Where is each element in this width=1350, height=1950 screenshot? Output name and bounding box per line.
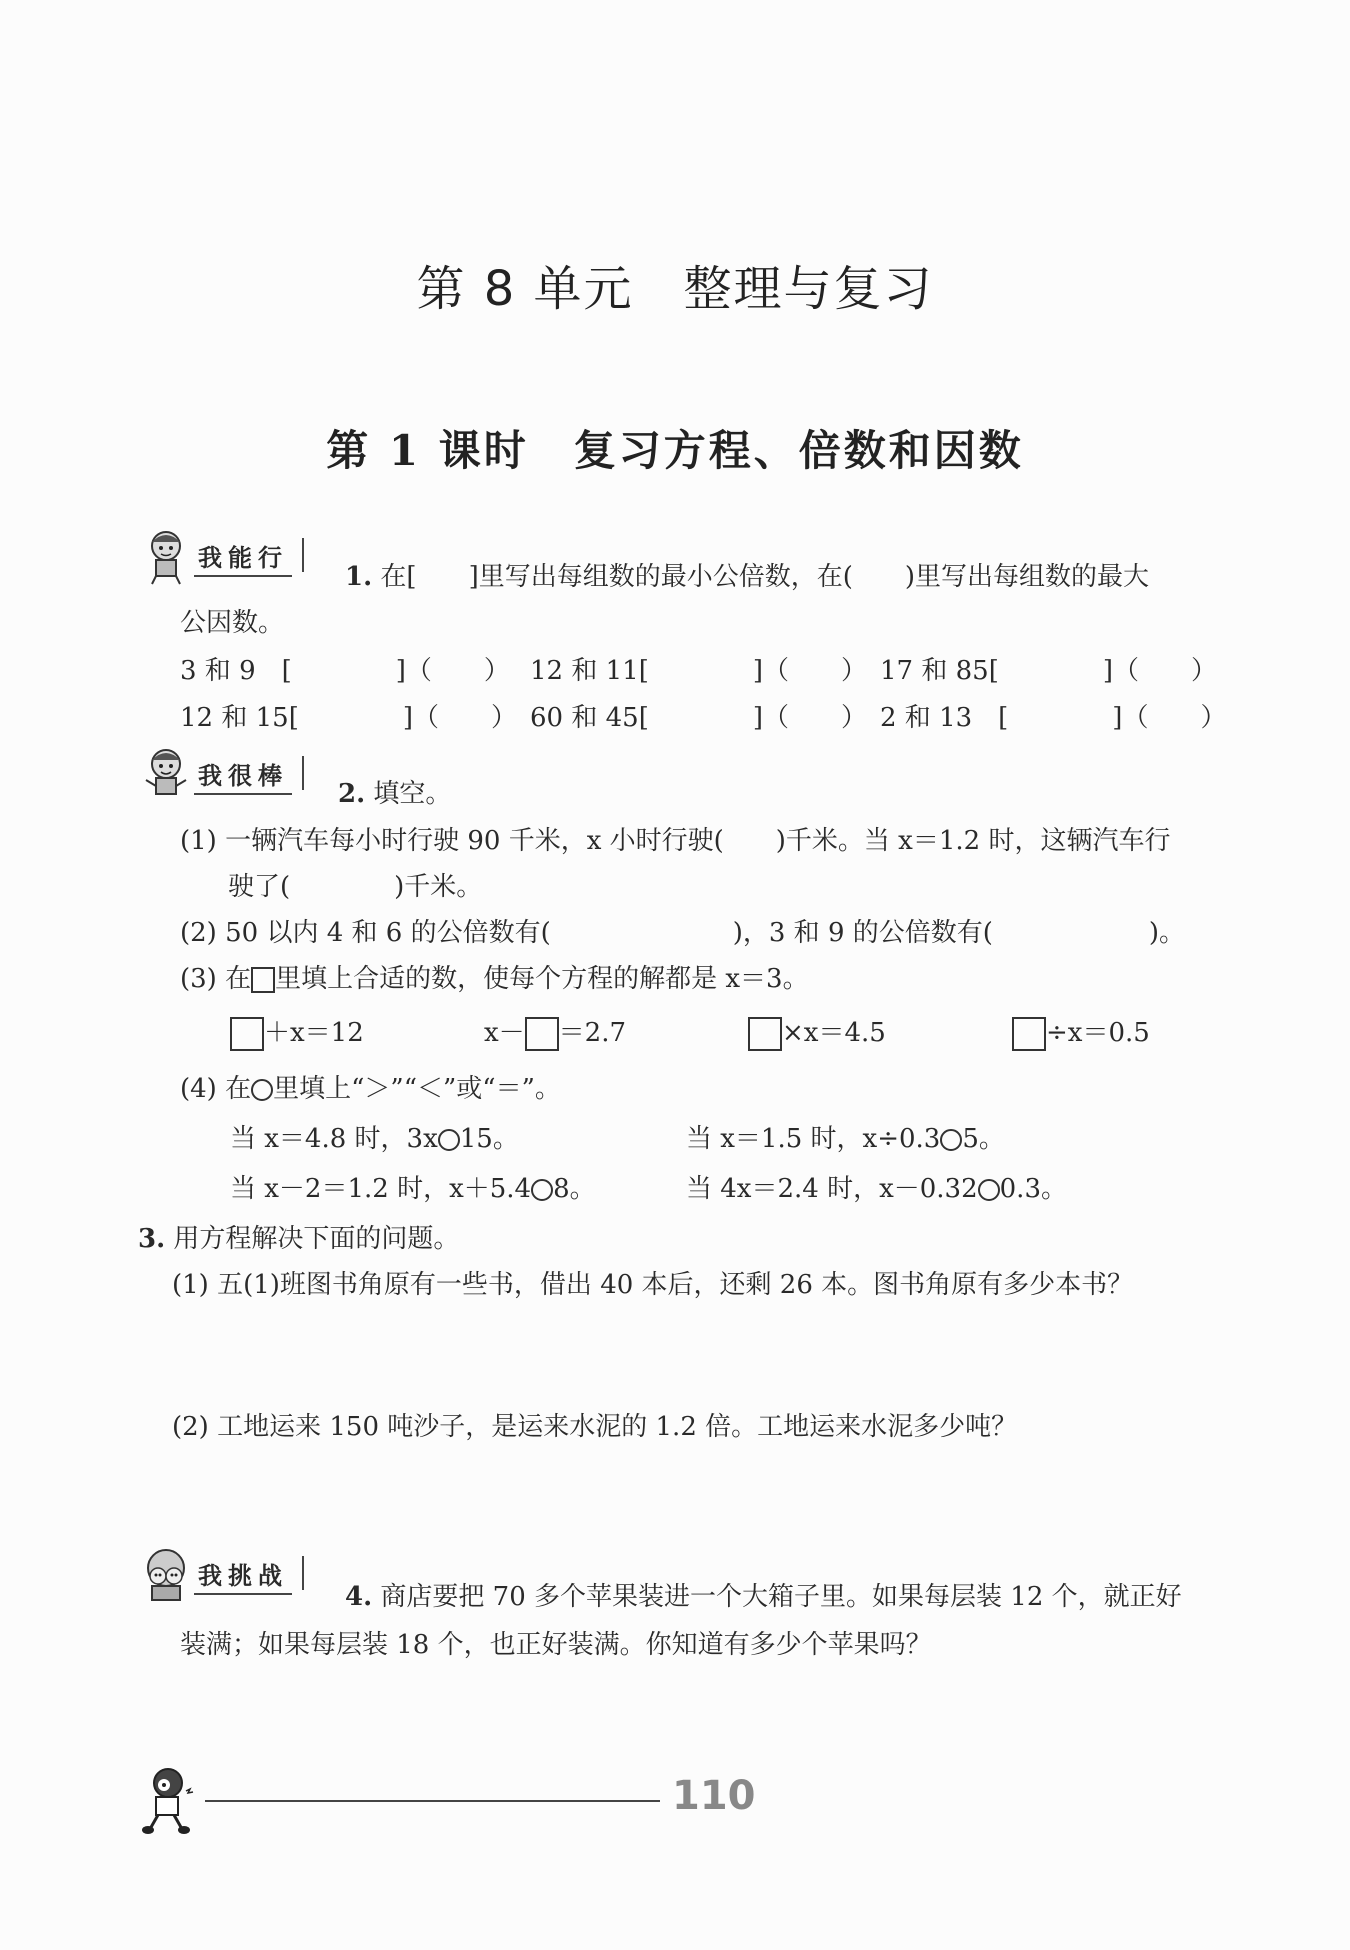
q3-title: 用方程解决下面的问题。 (173, 1224, 460, 1254)
compare-circle-icon (531, 1179, 553, 1201)
answer-box-icon (1012, 1017, 1046, 1051)
q4-line1 (345, 1576, 1182, 1613)
q1-row2-item1: 12 和 15[ ]（ ） (180, 703, 517, 733)
q1-row1-item1: 3 和 9 [ ]（ ） (180, 656, 510, 686)
q4-line2: 装满；如果每层装 18 个，也正好装满。你知道有多少个苹果吗？ (180, 1630, 932, 1660)
compare3-suffix: 8。 (553, 1174, 596, 1204)
q1-row1-item3: 17 和 85[ ]（ ） (880, 656, 1217, 686)
q1-number: 1. (345, 562, 373, 592)
q4-number: 4. (345, 1582, 373, 1612)
q2-eq1 (230, 1012, 364, 1051)
q2-p2: (2) 50 以内 4 和 6 的公倍数有( )，3 和 9 的公倍数有( )。 (180, 918, 1186, 948)
q1-line2: 公因数。 (180, 608, 285, 638)
badge-label: 我能行 (194, 538, 292, 577)
compare-circle-icon (978, 1179, 1000, 1201)
badge-wo-tiao-zhan (142, 1546, 292, 1604)
compare1-suffix: 15。 (459, 1124, 519, 1154)
q2-p3-text: 里填上合适的数，使每个方程的解都是 x＝3。 (275, 964, 809, 994)
running-boy-mascot-icon (140, 1765, 202, 1835)
compare4-suffix: 0.3。 (999, 1174, 1067, 1204)
q2-compare1 (230, 1118, 519, 1155)
q1-line1 (345, 556, 1149, 593)
answer-box-icon (251, 967, 275, 993)
q1-row2-item2: 60 和 45[ ]（ ） (530, 703, 867, 733)
q2-p4-prefix: (4) 在 (180, 1074, 252, 1104)
q1-row1-item2: 12 和 11[ ]（ ） (530, 656, 867, 686)
q1-row2-item3: 2 和 13 [ ]（ ） (880, 703, 1227, 733)
compare4-prefix: 当 4x＝2.4 时，x－0.32 (686, 1174, 978, 1204)
eq4-text: ÷x＝0.5 (1046, 1018, 1150, 1048)
answer-box-icon (748, 1017, 782, 1051)
q3-number: 3. (138, 1224, 166, 1254)
q3-p2: (2) 工地运来 150 吨沙子，是运来水泥的 1.2 倍。工地运来水泥多少吨？ (172, 1412, 1018, 1442)
q2-compare3 (230, 1168, 596, 1205)
badge-label: 我挑战 (194, 1556, 292, 1595)
eq1-text: ＋x＝12 (264, 1018, 364, 1048)
compare2-prefix: 当 x＝1.5 时，x÷0.3 (686, 1124, 941, 1154)
badge-wo-neng-xing (142, 528, 292, 586)
girl-mascot-icon (142, 528, 190, 586)
footer-rule (205, 1800, 660, 1802)
compare1-prefix: 当 x＝4.8 时，3x (230, 1124, 438, 1154)
q2-eq2 (484, 1012, 626, 1051)
q2-p4 (180, 1068, 561, 1105)
compare-circle-icon (251, 1079, 273, 1101)
unit-title: 第 8 单元 整理与复习 (416, 261, 934, 317)
q2-compare4 (686, 1168, 1067, 1205)
q2-p4-text: 里填上“＞”“＜”或“＝”。 (273, 1074, 561, 1104)
page-number: 110 (672, 1773, 756, 1819)
kids-mascot-icon (142, 1546, 190, 1604)
q1-text: 在[ ]里写出每组数的最小公倍数，在( )里写出每组数的最大 (380, 562, 1149, 592)
compare2-suffix: 5。 (962, 1124, 1005, 1154)
badge-wo-hen-bang (142, 746, 292, 804)
lesson-title: 第 1 课时 复习方程、倍数和因数 (326, 426, 1024, 475)
eq2-prefix: x－ (484, 1018, 525, 1048)
compare3-prefix: 当 x－2＝1.2 时，x＋5.4 (230, 1174, 532, 1204)
badge-label: 我很棒 (194, 756, 292, 795)
q4-text: 商店要把 70 多个苹果装进一个大箱子里。如果每层装 12 个，就正好 (380, 1582, 1182, 1612)
q2-number: 2. (338, 779, 366, 809)
q2-title-line (338, 773, 451, 810)
q3-p1: (1) 五(1)班图书角原有一些书，借出 40 本后，还剩 26 本。图书角原有多少本书？ (172, 1270, 1134, 1300)
q3-title-line (138, 1218, 459, 1255)
compare-circle-icon (940, 1129, 962, 1151)
eq2-suffix: ＝2.7 (558, 1018, 627, 1048)
q2-title: 填空。 (373, 779, 452, 809)
girl-mascot-icon (142, 746, 190, 804)
q2-p3-prefix: (3) 在 (180, 964, 252, 994)
compare-circle-icon (438, 1129, 460, 1151)
q2-p3 (180, 958, 809, 995)
answer-box-icon (230, 1017, 264, 1051)
q2-eq4 (1012, 1012, 1150, 1051)
answer-box-icon (525, 1017, 559, 1051)
q2-p1-line1: (1) 一辆汽车每小时行驶 90 千米，x 小时行驶( )千米。当 x＝1.2 时，这辆汽车行 (180, 826, 1171, 856)
eq3-text: ×x＝4.5 (782, 1018, 886, 1048)
q2-eq3 (748, 1012, 886, 1051)
q2-p1-line2: 驶了( )千米。 (228, 872, 483, 902)
q2-compare2 (686, 1118, 1005, 1155)
